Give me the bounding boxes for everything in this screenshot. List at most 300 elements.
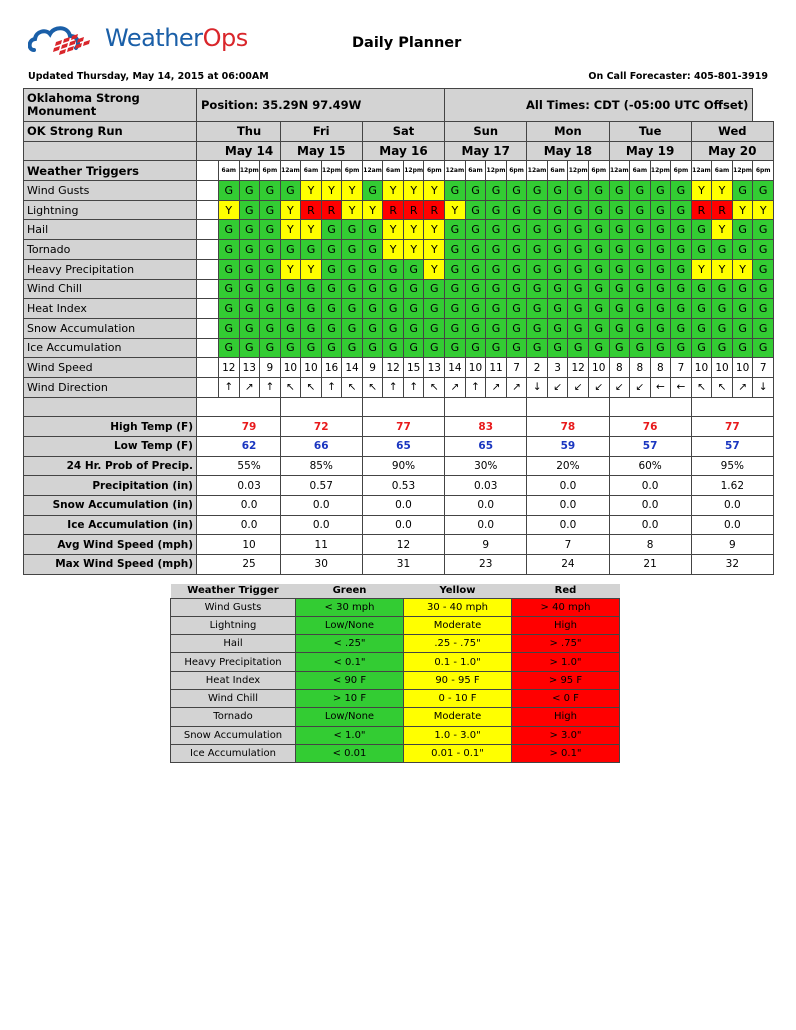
summary-value: 76 (609, 417, 691, 437)
trigger-cell: G (239, 338, 260, 358)
summary-value: 78 (527, 417, 609, 437)
summary-value: 60% (609, 456, 691, 476)
day-name-spacer (197, 122, 219, 142)
wind-direction-arrow-icon: ↖ (424, 377, 445, 397)
separator-cell (280, 397, 362, 417)
trigger-cell: G (486, 200, 507, 220)
summary-value: 9 (691, 535, 773, 555)
trigger-cell: G (424, 299, 445, 319)
trigger-cell: G (547, 181, 568, 201)
trigger-cell: G (445, 240, 466, 260)
trigger-cell: G (568, 338, 589, 358)
wind-speed-cell: 13 (239, 358, 260, 378)
trigger-cell: G (465, 338, 486, 358)
weather-triggers-header: Weather Triggers (24, 161, 197, 181)
summary-value: 0.0 (280, 496, 362, 516)
trigger-cell: G (671, 181, 692, 201)
wind-direction-arrow-icon: ↗ (445, 377, 466, 397)
trigger-cell: Y (753, 200, 774, 220)
wind-direction-arrow-icon: ↖ (691, 377, 712, 397)
trigger-cell (197, 200, 219, 220)
summary-value: 62 (219, 437, 281, 457)
trigger-cell: G (486, 279, 507, 299)
trigger-cell: G (732, 318, 753, 338)
trigger-cell: G (301, 299, 322, 319)
wind-speed-cell: 7 (753, 358, 774, 378)
trigger-cell (197, 259, 219, 279)
summary-value: 57 (691, 437, 773, 457)
wind-speed-cell: 9 (260, 358, 281, 378)
legend-green-threshold: Low/None (296, 708, 404, 726)
summary-spacer (197, 456, 219, 476)
trigger-cell: G (753, 299, 774, 319)
wind-speed-cell: 9 (362, 358, 383, 378)
summary-value: 72 (280, 417, 362, 437)
legend-yellow-threshold: Moderate (404, 616, 512, 634)
period-header: 6pm (260, 161, 281, 181)
trigger-cell: Y (424, 181, 445, 201)
trigger-cell: Y (403, 220, 424, 240)
trigger-cell (197, 338, 219, 358)
trigger-cell: Y (342, 181, 363, 201)
trigger-cell: G (445, 318, 466, 338)
wind-speed-cell: 7 (506, 358, 527, 378)
date-row-label (24, 141, 197, 161)
trigger-cell: G (568, 279, 589, 299)
trigger-cell: G (691, 318, 712, 338)
trigger-cell: G (630, 318, 651, 338)
trigger-cell: G (465, 240, 486, 260)
trigger-cell: G (465, 299, 486, 319)
trigger-cell: G (547, 279, 568, 299)
legend-trigger-name: Wind Chill (171, 689, 296, 707)
summary-label: High Temp (F) (24, 417, 197, 437)
trigger-cell: G (486, 240, 507, 260)
trigger-cell: Y (712, 181, 733, 201)
wind-direction-label: Wind Direction (24, 377, 197, 397)
summary-value: 55% (219, 456, 281, 476)
period-header: 12am (527, 161, 548, 181)
time-zone-label: All Times: CDT (-05:00 UTC Offset) (445, 89, 753, 122)
trigger-cell: G (506, 259, 527, 279)
trigger-cell: G (732, 279, 753, 299)
trigger-cell: R (383, 200, 404, 220)
trigger-cell: Y (691, 181, 712, 201)
day-date: May 19 (609, 141, 691, 161)
summary-value: 0.0 (609, 476, 691, 496)
trigger-cell: G (239, 279, 260, 299)
trigger-cell: G (691, 240, 712, 260)
trigger-cell: G (630, 181, 651, 201)
trigger-cell: G (239, 200, 260, 220)
trigger-cell: G (280, 279, 301, 299)
wind-speed-cell: 16 (321, 358, 342, 378)
legend-red-threshold: > 1.0" (512, 653, 620, 671)
summary-value: 9 (445, 535, 527, 555)
legend-trigger-name: Hail (171, 635, 296, 653)
trigger-cell (197, 318, 219, 338)
trigger-cell: G (362, 181, 383, 201)
trigger-cell: G (650, 220, 671, 240)
wind-speed-cell: 10 (301, 358, 322, 378)
summary-value: 0.0 (362, 515, 444, 535)
period-header (197, 161, 219, 181)
wind-speed-cell: 12 (219, 358, 240, 378)
wind-speed-cell: 11 (486, 358, 507, 378)
period-header: 6pm (588, 161, 609, 181)
summary-value: 0.0 (609, 515, 691, 535)
trigger-cell: G (588, 259, 609, 279)
legend-trigger-name: Tornado (171, 708, 296, 726)
wind-direction-arrow-icon: ↖ (362, 377, 383, 397)
trigger-cell: G (671, 200, 692, 220)
trigger-cell: G (260, 299, 281, 319)
legend-green-threshold: Low/None (296, 616, 404, 634)
trigger-cell: R (403, 200, 424, 220)
legend-trigger-name: Lightning (171, 616, 296, 634)
legend-green-threshold: < 1.0" (296, 726, 404, 744)
period-header: 6am (383, 161, 404, 181)
summary-value: 31 (362, 555, 444, 575)
trigger-cell: G (445, 279, 466, 299)
wind-speed-cell: 10 (465, 358, 486, 378)
legend-green-threshold: > 10 F (296, 689, 404, 707)
legend-trigger-name: Wind Gusts (171, 598, 296, 616)
separator-cell (609, 397, 691, 417)
trigger-cell: G (445, 181, 466, 201)
trigger-cell: Y (383, 240, 404, 260)
trigger-cell: G (445, 259, 466, 279)
trigger-cell: G (527, 338, 548, 358)
day-name: Sat (362, 122, 444, 142)
period-header: 6am (465, 161, 486, 181)
trigger-cell: G (383, 338, 404, 358)
trigger-cell: G (342, 318, 363, 338)
wind-speed-cell: 10 (712, 358, 733, 378)
trigger-label: Snow Accumulation (24, 318, 197, 338)
trigger-cell: G (753, 220, 774, 240)
trigger-cell: G (239, 299, 260, 319)
wind-speed-cell: 8 (650, 358, 671, 378)
period-header: 6pm (506, 161, 527, 181)
period-header: 12pm (732, 161, 753, 181)
trigger-label: Tornado (24, 240, 197, 260)
summary-value: 77 (362, 417, 444, 437)
trigger-cell: G (568, 299, 589, 319)
trigger-cell: G (527, 259, 548, 279)
trigger-cell: G (630, 220, 651, 240)
day-date: May 14 (219, 141, 281, 161)
summary-value: 0.0 (527, 476, 609, 496)
summary-label: 24 Hr. Prob of Precip. (24, 456, 197, 476)
legend-trigger-name: Ice Accumulation (171, 744, 296, 762)
trigger-cell (197, 220, 219, 240)
summary-spacer (197, 417, 219, 437)
trigger-cell: G (321, 259, 342, 279)
trigger-cell: G (301, 338, 322, 358)
day-date: May 16 (362, 141, 444, 161)
trigger-cell: G (609, 181, 630, 201)
trigger-cell: G (630, 338, 651, 358)
trigger-label: Lightning (24, 200, 197, 220)
trigger-cell: Y (321, 181, 342, 201)
wind-speed-cell: 12 (383, 358, 404, 378)
legend-yellow-threshold: .25 - .75" (404, 635, 512, 653)
period-header: 12am (362, 161, 383, 181)
trigger-cell: G (239, 240, 260, 260)
trigger-cell: G (527, 240, 548, 260)
summary-value: 0.0 (609, 496, 691, 516)
wind-direction-arrow-icon: ← (650, 377, 671, 397)
wind-direction-arrow-icon (197, 377, 219, 397)
wind-speed-cell: 14 (445, 358, 466, 378)
trigger-cell: G (568, 200, 589, 220)
summary-spacer (197, 535, 219, 555)
page-title: Daily Planner (352, 35, 462, 51)
period-header: 6am (301, 161, 322, 181)
summary-value: 1.62 (691, 476, 773, 496)
day-name: Fri (280, 122, 362, 142)
trigger-cell: G (260, 279, 281, 299)
wind-speed-cell: 3 (547, 358, 568, 378)
trigger-cell: G (650, 279, 671, 299)
trigger-cell: G (301, 240, 322, 260)
legend-yellow-threshold: 0.01 - 0.1" (404, 744, 512, 762)
trigger-cell (197, 240, 219, 260)
trigger-cell: Y (280, 220, 301, 240)
legend-red-threshold: > 40 mph (512, 598, 620, 616)
summary-value: 0.03 (445, 476, 527, 496)
day-name: Sun (445, 122, 527, 142)
on-call-forecaster: On Call Forecaster: 405-801-3919 (588, 71, 768, 82)
trigger-cell: G (260, 318, 281, 338)
summary-value: 77 (691, 417, 773, 437)
trigger-cell: G (486, 318, 507, 338)
wind-direction-arrow-icon: ↑ (465, 377, 486, 397)
trigger-cell: G (588, 240, 609, 260)
trigger-cell: G (753, 318, 774, 338)
legend-yellow-threshold: 30 - 40 mph (404, 598, 512, 616)
trigger-label: Ice Accumulation (24, 338, 197, 358)
summary-label: Ice Accumulation (in) (24, 515, 197, 535)
summary-value: 66 (280, 437, 362, 457)
trigger-cell: G (403, 259, 424, 279)
wind-direction-arrow-icon: ↑ (383, 377, 404, 397)
trigger-cell: G (280, 299, 301, 319)
day-name: Mon (527, 122, 609, 142)
legend-yellow-threshold: 1.0 - 3.0" (404, 726, 512, 744)
trigger-cell: G (383, 259, 404, 279)
legend-yellow-threshold: 0 - 10 F (404, 689, 512, 707)
trigger-cell: G (342, 338, 363, 358)
trigger-cell: G (588, 318, 609, 338)
period-header: 12pm (321, 161, 342, 181)
trigger-cell: G (630, 279, 651, 299)
wind-speed-cell: 12 (568, 358, 589, 378)
trigger-cell: G (650, 338, 671, 358)
wind-speed-cell: 13 (424, 358, 445, 378)
trigger-cell: G (506, 240, 527, 260)
trigger-legend (170, 584, 620, 763)
summary-spacer (197, 476, 219, 496)
trigger-cell: Y (383, 220, 404, 240)
summary-value: 0.0 (445, 515, 527, 535)
trigger-cell: G (547, 220, 568, 240)
trigger-cell: G (383, 318, 404, 338)
trigger-cell: G (568, 181, 589, 201)
legend-yellow-threshold: 90 - 95 F (404, 671, 512, 689)
trigger-cell: G (691, 338, 712, 358)
trigger-cell: G (219, 181, 240, 201)
trigger-cell: G (671, 220, 692, 240)
trigger-cell: G (342, 299, 363, 319)
summary-value: 10 (219, 535, 281, 555)
trigger-cell: G (506, 220, 527, 240)
summary-value: 0.0 (219, 515, 281, 535)
summary-value: 0.0 (691, 515, 773, 535)
wind-speed-cell: 10 (732, 358, 753, 378)
trigger-cell: G (609, 318, 630, 338)
trigger-cell: G (465, 181, 486, 201)
trigger-cell: G (753, 181, 774, 201)
period-header: 6am (712, 161, 733, 181)
trigger-cell: G (568, 240, 589, 260)
trigger-cell: G (486, 220, 507, 240)
wind-direction-arrow-icon: ↖ (280, 377, 301, 397)
legend-red-threshold: > .75" (512, 635, 620, 653)
period-header: 12pm (239, 161, 260, 181)
trigger-cell: G (260, 200, 281, 220)
trigger-cell: G (527, 220, 548, 240)
trigger-cell: G (321, 299, 342, 319)
brand-part-ops: Ops (202, 24, 248, 52)
trigger-cell: Y (691, 259, 712, 279)
trigger-cell: G (568, 318, 589, 338)
wind-direction-arrow-icon: ↙ (547, 377, 568, 397)
trigger-label: Hail (24, 220, 197, 240)
trigger-cell: G (301, 279, 322, 299)
trigger-cell: G (321, 220, 342, 240)
summary-spacer (197, 555, 219, 575)
summary-value: 25 (219, 555, 281, 575)
trigger-cell: G (362, 259, 383, 279)
legend-yellow-threshold: 0.1 - 1.0" (404, 653, 512, 671)
legend-red-threshold: < 0 F (512, 689, 620, 707)
summary-value: 0.0 (527, 515, 609, 535)
legend-green-threshold: < .25" (296, 635, 404, 653)
summary-value: 59 (527, 437, 609, 457)
trigger-cell: G (445, 338, 466, 358)
wind-speed-cell (197, 358, 219, 378)
trigger-label: Wind Chill (24, 279, 197, 299)
separator-cell (219, 397, 281, 417)
trigger-cell: G (732, 338, 753, 358)
wind-speed-cell: 8 (630, 358, 651, 378)
trigger-cell: G (219, 318, 240, 338)
separator-cell (691, 397, 773, 417)
wind-direction-arrow-icon: ↗ (732, 377, 753, 397)
trigger-cell: R (321, 200, 342, 220)
trigger-cell: G (321, 338, 342, 358)
separator-cell (445, 397, 527, 417)
trigger-cell: G (753, 338, 774, 358)
period-header: 6am (219, 161, 240, 181)
wind-direction-arrow-icon: ↙ (588, 377, 609, 397)
trigger-cell: Y (403, 181, 424, 201)
day-name: Thu (219, 122, 281, 142)
summary-label: Avg Wind Speed (mph) (24, 535, 197, 555)
day-date: May 18 (527, 141, 609, 161)
trigger-cell: Y (424, 240, 445, 260)
summary-label: Snow Accumulation (in) (24, 496, 197, 516)
trigger-cell: G (527, 318, 548, 338)
period-header: 12am (691, 161, 712, 181)
period-header: 12am (609, 161, 630, 181)
separator-spacer (197, 397, 219, 417)
trigger-cell: Y (280, 200, 301, 220)
day-name: Tue (609, 122, 691, 142)
trigger-cell: G (506, 318, 527, 338)
trigger-cell: G (506, 181, 527, 201)
trigger-cell: G (671, 279, 692, 299)
trigger-cell: G (486, 181, 507, 201)
trigger-cell: G (362, 279, 383, 299)
period-header: 12pm (403, 161, 424, 181)
trigger-cell: G (712, 338, 733, 358)
trigger-cell: G (609, 200, 630, 220)
trigger-cell: G (753, 259, 774, 279)
trigger-cell: Y (424, 259, 445, 279)
trigger-cell: G (691, 220, 712, 240)
trigger-cell: G (547, 318, 568, 338)
trigger-cell: G (486, 338, 507, 358)
trigger-cell: G (527, 200, 548, 220)
trigger-cell: G (219, 279, 240, 299)
summary-label: Low Temp (F) (24, 437, 197, 457)
trigger-cell: G (547, 338, 568, 358)
wind-direction-arrow-icon: ↗ (506, 377, 527, 397)
trigger-cell: G (650, 299, 671, 319)
wind-direction-arrow-icon: ↓ (753, 377, 774, 397)
trigger-cell: G (403, 338, 424, 358)
summary-value: 30% (445, 456, 527, 476)
summary-value: 57 (609, 437, 691, 457)
trigger-cell: G (424, 338, 445, 358)
trigger-cell: G (588, 220, 609, 240)
trigger-cell: G (219, 240, 240, 260)
legend-red-threshold: High (512, 708, 620, 726)
trigger-cell: G (609, 299, 630, 319)
trigger-cell: Y (445, 200, 466, 220)
trigger-cell: G (691, 299, 712, 319)
trigger-cell: G (630, 259, 651, 279)
trigger-label: Wind Gusts (24, 181, 197, 201)
trigger-cell: G (465, 318, 486, 338)
trigger-cell (197, 181, 219, 201)
summary-value: 0.57 (280, 476, 362, 496)
summary-spacer (197, 515, 219, 535)
trigger-cell: G (732, 240, 753, 260)
wind-direction-arrow-icon: ↑ (321, 377, 342, 397)
trigger-cell: G (588, 299, 609, 319)
trigger-cell: G (671, 240, 692, 260)
trigger-cell: Y (712, 259, 733, 279)
trigger-cell: G (239, 220, 260, 240)
trigger-cell: G (650, 200, 671, 220)
trigger-cell: G (506, 299, 527, 319)
day-date: May 15 (280, 141, 362, 161)
legend-trigger-name: Heavy Precipitation (171, 653, 296, 671)
